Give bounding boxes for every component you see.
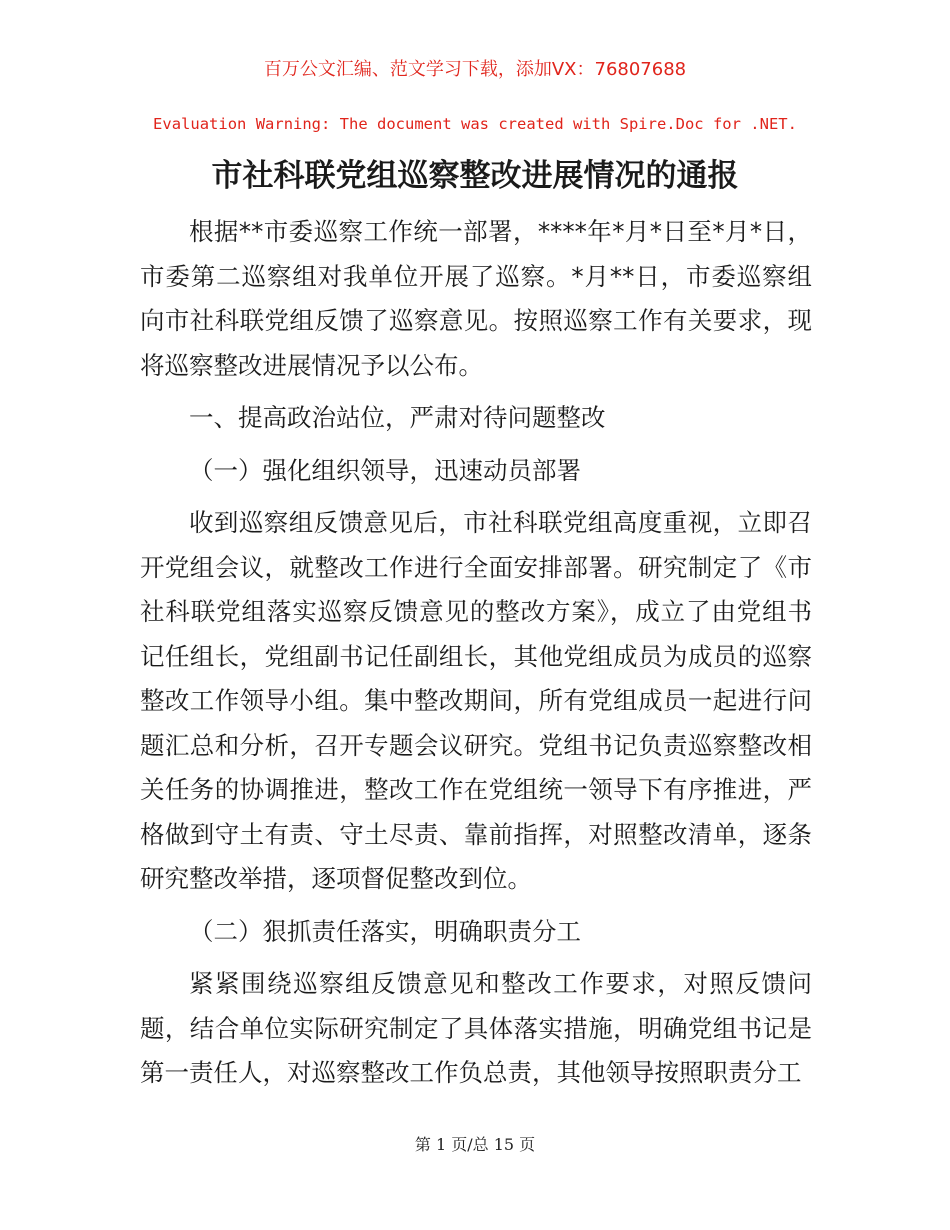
paragraph: 紧紧围绕巡察组反馈意见和整改工作要求，对照反馈问题，结合单位实际研究制定了具体落实措施，明确党组书记是第一责任人，对巡察整改工作负总责，其他领导按照职责分工 xyxy=(140,969,812,1087)
evaluation-warning: Evaluation Warning: The document was created with Spire.Doc for .NET. xyxy=(153,115,797,133)
subsection-heading: （一）强化组织领导，迅速动员部署 xyxy=(189,455,581,485)
paragraph: 收到巡察组反馈意见后，市社科联党组高度重视，立即召开党组会议，就整改工作进行全面安排部署。研究制定了《市社科联党组落实巡察反馈意见的整改方案》，成立了由党组书记任组长，党组副书记任副组长，其他党组成员为成员的巡察整改工作领导小组。集中整改期间，所有党组成员一起进行问题汇总和分析，召开专题会议研究。党组书记负责巡察整改相关任务的协调推进，整改工作在党组统一领导下有序推进，严格做到守土有责、守土尽责、靠前指挥，对照整改清单，逐条研究整改举措，逐项督促整改到位。 xyxy=(140,508,812,893)
header-banner: 百万公文汇编、范文学习下载，添加VX：76807688 xyxy=(263,59,687,80)
paragraph: 根据**市委巡察工作统一部署，****年*月*日至*月*日，市委第二巡察组对我单位开展了巡察。*月**日，市委巡察组向市社科联党组反馈了巡察意见。按照巡察工作有关要求，现将巡察整改进展情况予以公布。 xyxy=(140,217,812,380)
document-title: 市社科联党组巡察整改进展情况的通报 xyxy=(211,158,739,194)
document-body xyxy=(140,210,812,1096)
subsection-heading: （二）狠抓责任落实，明确职责分工 xyxy=(189,916,581,946)
page-number: 第 1 页/总 15 页 xyxy=(414,1135,536,1154)
section-heading: 一、提高政治站位，严肃对待问题整改 xyxy=(189,403,606,432)
